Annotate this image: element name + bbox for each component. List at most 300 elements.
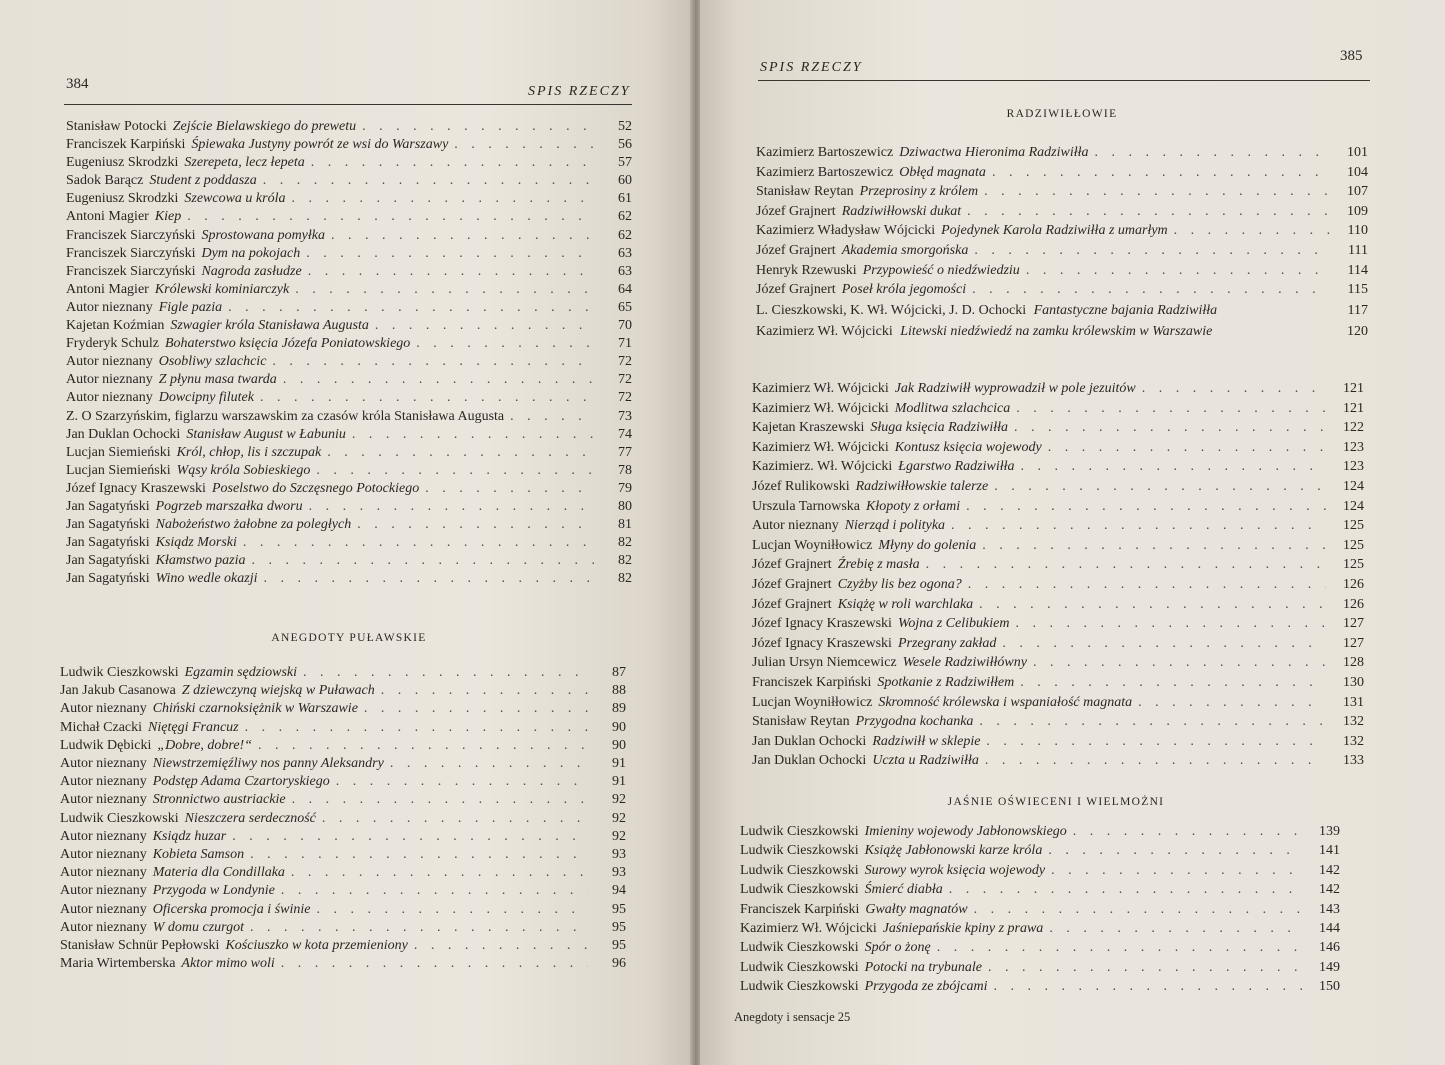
dot-leader xyxy=(1142,379,1326,399)
entry-author: Autor nieznany xyxy=(60,701,147,717)
entry-author: Kajetan Kraszewski xyxy=(752,420,865,436)
entry-author: Józef Ignacy Kraszewski xyxy=(752,635,892,651)
toc-entry[interactable] xyxy=(752,693,1364,713)
entry-page: 90 xyxy=(612,719,626,735)
dot-leader xyxy=(425,480,594,498)
toc-entry[interactable] xyxy=(60,791,626,809)
entry-title: Oficerska promocja i świnie xyxy=(152,901,311,917)
entry-author: Autor nieznany xyxy=(60,774,147,790)
entry-author: Autor nieznany xyxy=(66,372,153,388)
toc-entry[interactable] xyxy=(60,810,626,828)
entry-title: Sprostowana pomyłka xyxy=(201,227,326,243)
entry-author: Jan Sagatyński xyxy=(66,517,150,533)
entry-author: Jan Duklan Ochocki xyxy=(66,426,181,442)
toc-entry[interactable] xyxy=(60,828,626,846)
entry-page: 73 xyxy=(618,408,632,424)
dot-leader xyxy=(291,190,594,208)
dot-leader xyxy=(187,208,594,226)
entry-title: Nagroda zasłudze xyxy=(201,263,302,279)
toc-entry[interactable] xyxy=(752,653,1364,673)
toc-entry[interactable] xyxy=(752,477,1364,497)
toc-entry[interactable] xyxy=(66,335,632,353)
toc-entry[interactable] xyxy=(756,261,1368,281)
toc-entry[interactable] xyxy=(66,552,632,570)
entry-page: 90 xyxy=(612,737,626,753)
entry-page: 110 xyxy=(1347,223,1368,239)
toc-entry[interactable] xyxy=(60,955,626,973)
entry-title: Ksiądz Morski xyxy=(155,535,237,551)
entry-author: Kazimierz Wł. Wójcicki xyxy=(752,400,889,416)
entry-page: 128 xyxy=(1343,655,1364,671)
toc-entry[interactable] xyxy=(752,399,1364,419)
toc-entry[interactable] xyxy=(740,977,1340,996)
dot-leader xyxy=(1026,261,1330,281)
entry-author: Kajetan Koźmian xyxy=(66,318,165,334)
entry-page: 95 xyxy=(612,938,626,954)
entry-author: Fryderyk Schulz xyxy=(66,336,159,352)
entry-page: 78 xyxy=(618,462,632,478)
entry-page: 150 xyxy=(1319,979,1340,995)
entry-author: Lucjan Woyniłłowicz xyxy=(752,694,873,710)
entry-author: Józef Ignacy Kraszewski xyxy=(66,480,206,496)
toc-entry[interactable] xyxy=(60,882,626,900)
dot-leader xyxy=(250,846,588,864)
toc-entry[interactable] xyxy=(740,919,1340,938)
entry-title: Potocki na trybunale xyxy=(864,959,983,975)
entry-title: Książę w roli warchlaka xyxy=(837,596,974,612)
entry-page: 74 xyxy=(618,426,632,442)
entry-page: 146 xyxy=(1319,940,1340,956)
entry-page: 141 xyxy=(1319,843,1340,859)
entry-author: Autor nieznany xyxy=(60,792,147,808)
entry-author: Ludwik Cieszkowski xyxy=(740,824,859,839)
toc-entry[interactable] xyxy=(66,353,632,371)
toc-entry[interactable] xyxy=(740,880,1340,899)
toc-entry[interactable] xyxy=(60,901,626,919)
dot-leader xyxy=(375,317,594,335)
entry-title: Chiński czarnoksiężnik w Warszawie xyxy=(152,701,358,717)
entry-title: Akademia smorgońska xyxy=(841,242,969,258)
toc-entry[interactable] xyxy=(60,937,626,955)
entry-title: Radziwiłłowskie talerze xyxy=(855,478,989,494)
entry-author: Jan Duklan Ochocki xyxy=(752,753,867,769)
toc-entry[interactable] xyxy=(66,281,632,299)
toc-entry[interactable] xyxy=(66,534,632,552)
toc-entry[interactable] xyxy=(66,299,632,317)
entry-author: Franciszek Siarczyński xyxy=(66,263,196,279)
entry-page: 132 xyxy=(1343,714,1364,730)
entry-author: Urszula Tarnowska xyxy=(752,498,861,514)
dot-leader xyxy=(291,864,588,882)
toc-entry[interactable] xyxy=(752,457,1364,477)
entry-title: Figle pazia xyxy=(158,299,223,315)
entry-page: 126 xyxy=(1343,576,1364,592)
dot-leader xyxy=(984,182,1330,202)
toc-entry[interactable] xyxy=(752,595,1364,615)
section-heading-jasnie: JAŚNIE OŚWIECENI I WIELMOŻNI xyxy=(947,796,1165,808)
toc-entry[interactable] xyxy=(66,426,632,444)
toc-entry[interactable] xyxy=(60,846,626,864)
toc-entry[interactable] xyxy=(752,497,1364,517)
entry-title: Skromność królewska i wspaniałość magnata xyxy=(878,694,1133,710)
toc-entry[interactable] xyxy=(66,389,632,407)
toc-entry[interactable] xyxy=(66,245,632,263)
entry-title: Źrebię z masła xyxy=(837,557,920,573)
left-toc-list xyxy=(66,118,632,588)
entry-author: Autor nieznany xyxy=(60,847,147,863)
dot-leader xyxy=(986,732,1326,752)
toc-entry[interactable] xyxy=(756,221,1368,241)
entry-title: Przypowieść o niedźwiedziu xyxy=(862,262,1020,278)
entry-author: Franciszek Karpiński xyxy=(752,674,872,690)
right-header-rule xyxy=(758,80,1370,81)
dot-leader xyxy=(1051,861,1302,880)
toc-entry[interactable] xyxy=(66,462,632,480)
entry-page: 107 xyxy=(1347,184,1368,200)
entry-page: 115 xyxy=(1347,282,1368,298)
entry-author: Autor nieznany xyxy=(60,865,147,881)
dot-leader xyxy=(303,664,588,682)
toc-entry[interactable] xyxy=(66,570,632,588)
entry-page: 52 xyxy=(618,119,632,134)
toc-entry[interactable] xyxy=(66,172,632,190)
entry-page: 132 xyxy=(1343,733,1364,749)
toc-entry[interactable] xyxy=(66,190,632,208)
entry-author: Jan Duklan Ochocki xyxy=(752,733,867,749)
toc-entry[interactable] xyxy=(752,536,1364,556)
entry-author: Henryk Rzewuski xyxy=(756,262,857,278)
entry-page: 123 xyxy=(1343,459,1364,475)
toc-entry[interactable] xyxy=(66,263,632,281)
dot-leader xyxy=(1048,841,1302,860)
toc-entry[interactable] xyxy=(66,118,632,136)
toc-entry[interactable] xyxy=(756,280,1368,300)
entry-page: 62 xyxy=(618,227,632,243)
dot-leader xyxy=(316,462,594,480)
toc-entry[interactable] xyxy=(756,241,1368,261)
toc-entry[interactable] xyxy=(752,555,1364,575)
entry-title: Obłęd magnata xyxy=(899,164,986,180)
entry-title: Jaśniepańskie kpiny z prawa xyxy=(882,921,1044,937)
entry-title: Stanisław August w Łabuniu xyxy=(186,426,346,442)
toc-entry[interactable] xyxy=(756,143,1368,163)
entry-page: 91 xyxy=(612,774,626,790)
dot-leader xyxy=(510,408,594,426)
entry-page: 87 xyxy=(612,665,626,680)
right-running-head: SPIS RZECZY xyxy=(760,60,863,75)
entry-page: 82 xyxy=(618,535,632,551)
entry-title: Wesele Radziwiłłówny xyxy=(902,655,1027,671)
entry-title: Król, chłop, lis i szczupak xyxy=(176,444,322,460)
dot-leader xyxy=(967,202,1330,222)
dot-leader xyxy=(1002,634,1326,654)
entry-author: Michał Czacki xyxy=(60,719,143,735)
entry-page: 80 xyxy=(618,498,632,514)
toc-entry[interactable] xyxy=(752,673,1364,693)
toc-entry[interactable] xyxy=(756,301,1368,320)
entry-author: Kazimierz Wł. Wójcicki xyxy=(756,324,893,339)
entry-title: Podstęp Adama Czartoryskiego xyxy=(152,774,330,790)
toc-entry[interactable] xyxy=(60,737,626,755)
entry-author: Franciszek Karpiński xyxy=(66,137,186,153)
entry-author: Lucjan Siemieński xyxy=(66,462,171,478)
toc-entry[interactable] xyxy=(752,575,1364,595)
entry-author: Autor nieznany xyxy=(60,756,147,772)
entry-page: 82 xyxy=(618,571,632,587)
entry-title: Niewstrzemięźliwy nos panny Aleksandry xyxy=(152,756,384,772)
toc-entry[interactable] xyxy=(66,444,632,462)
entry-author: Autor nieznany xyxy=(60,919,147,935)
entry-page: 57 xyxy=(618,155,632,171)
entry-author: Antoni Magier xyxy=(66,209,149,225)
toc-entry[interactable] xyxy=(756,163,1368,183)
toc-entry[interactable] xyxy=(752,614,1364,634)
dot-leader xyxy=(295,281,594,299)
entry-title: Szwagier króla Stanisława Augusta xyxy=(170,318,369,334)
entry-page: 111 xyxy=(1348,242,1368,258)
toc-entry[interactable] xyxy=(752,712,1364,732)
entry-author: Stanisław Potocki xyxy=(66,119,167,134)
toc-entry[interactable] xyxy=(66,208,632,226)
dot-leader xyxy=(232,828,588,846)
entry-title: Przeprosiny z królem xyxy=(859,184,979,200)
entry-author: Julian Ursyn Niemcewicz xyxy=(752,655,897,671)
dot-leader xyxy=(308,263,594,281)
dot-leader xyxy=(264,570,595,588)
entry-author: Autor nieznany xyxy=(60,828,147,844)
dot-leader xyxy=(322,810,588,828)
toc-entry[interactable] xyxy=(66,136,632,154)
entry-title: Łgarstwo Radziwiłła xyxy=(898,459,1015,475)
toc-entry[interactable] xyxy=(740,938,1340,957)
entry-page: 63 xyxy=(618,245,632,261)
entry-page: 133 xyxy=(1343,753,1364,769)
entry-author: Jan Sagatyński xyxy=(66,571,150,587)
entry-page: 124 xyxy=(1343,498,1364,514)
toc-entry[interactable] xyxy=(740,841,1340,860)
entry-title: Przygoda w Londynie xyxy=(152,883,275,899)
toc-entry[interactable] xyxy=(752,732,1364,752)
toc-entry[interactable] xyxy=(66,480,632,498)
dot-leader xyxy=(260,389,594,407)
entry-author: Franciszek Siarczyński xyxy=(66,245,196,261)
entry-title: Aktor mimo woli xyxy=(181,956,275,972)
toc-entry[interactable] xyxy=(60,664,626,682)
entry-page: 61 xyxy=(618,191,632,207)
dot-leader xyxy=(926,555,1326,575)
right-page-number: 385 xyxy=(1340,48,1363,64)
dot-leader xyxy=(251,552,594,570)
entry-title: Zejście Bielawskiego do prewetu xyxy=(172,119,357,134)
right-page xyxy=(700,0,1445,1065)
dot-leader xyxy=(1138,693,1326,713)
dot-leader xyxy=(974,900,1302,919)
entry-author: Stanisław Schnür Pepłowski xyxy=(60,938,220,954)
entry-title: W domu czurgot xyxy=(152,919,244,935)
dot-leader xyxy=(454,136,594,154)
entry-page: 92 xyxy=(612,810,626,826)
dot-leader xyxy=(994,977,1303,996)
toc-entry[interactable] xyxy=(60,682,626,700)
dot-leader xyxy=(263,172,594,190)
dot-leader xyxy=(292,791,588,809)
entry-title: Królewski kominiarczyk xyxy=(154,281,290,297)
entry-author: Kazimierz. Wł. Wójcicki xyxy=(752,459,893,475)
dot-leader xyxy=(390,755,588,773)
entry-author: Jan Jakub Casanowa xyxy=(60,683,176,699)
toc-entry[interactable] xyxy=(66,317,632,335)
entry-author: Antoni Magier xyxy=(66,281,149,297)
entry-title: Szewcowa u króla xyxy=(184,191,286,207)
entry-title: Dziwactwa Hieronima Radziwiłła xyxy=(899,145,1089,160)
entry-title: Surowy wyrok księcia wojewody xyxy=(864,862,1046,878)
entry-author: Sadok Barącz xyxy=(66,173,144,189)
toc-entry[interactable] xyxy=(60,773,626,791)
left-page-number: 384 xyxy=(66,76,89,92)
entry-title: Młyny do golenia xyxy=(878,537,977,553)
toc-entry[interactable] xyxy=(752,634,1364,654)
entry-page: 81 xyxy=(618,517,632,533)
entry-page: 72 xyxy=(618,354,632,370)
dot-leader xyxy=(243,534,594,552)
dot-leader xyxy=(281,955,588,973)
dot-leader xyxy=(272,353,594,371)
entry-title: Sługa księcia Radziwiłła xyxy=(870,420,1008,436)
toc-entry[interactable] xyxy=(66,154,632,172)
entry-title: Kiep xyxy=(154,209,182,225)
entry-title: Uczta u Radziwiłła xyxy=(872,753,979,769)
entry-title: Radziwiłł w sklepie xyxy=(872,733,981,749)
toc-entry[interactable] xyxy=(740,958,1340,977)
entry-title: Nieszczera serdeczność xyxy=(184,810,316,826)
toc-entry[interactable] xyxy=(756,322,1368,341)
dot-leader xyxy=(972,280,1330,300)
toc-entry[interactable] xyxy=(740,900,1340,919)
toc-entry[interactable] xyxy=(60,700,626,718)
dot-leader xyxy=(937,938,1302,957)
entry-author: Józef Grajnert xyxy=(756,203,836,219)
entry-author: Józef Rulikowski xyxy=(752,478,850,494)
entry-author: Jan Sagatyński xyxy=(66,535,150,551)
entry-author: Józef Grajnert xyxy=(752,596,832,612)
entry-page: 70 xyxy=(618,318,632,334)
toc-entry[interactable] xyxy=(60,864,626,882)
dot-leader xyxy=(1033,653,1326,673)
dot-leader xyxy=(309,498,594,516)
entry-page: 131 xyxy=(1343,694,1364,710)
entry-title: Książę Jabłonowski karze króla xyxy=(864,843,1043,859)
left-page xyxy=(0,0,692,1065)
entry-page: 121 xyxy=(1343,381,1364,396)
entry-page: 96 xyxy=(612,956,626,972)
section-heading-pulawskie: ANEGDOTY PUŁAWSKIE xyxy=(271,632,427,644)
toc-entry[interactable] xyxy=(60,719,626,737)
toc-entry[interactable] xyxy=(752,379,1364,399)
entry-title: Poseł króla jegomości xyxy=(841,282,967,298)
entry-author: Kazimierz Władysław Wójcicki xyxy=(756,223,936,239)
entry-title: Nabożeństwo żałobne za poległych xyxy=(155,517,352,533)
entry-author: Stanisław Reytan xyxy=(752,714,850,730)
dot-leader xyxy=(364,700,588,718)
entry-author: Ludwik Cieszkowski xyxy=(740,882,859,898)
toc-entry[interactable] xyxy=(752,418,1364,438)
right-toc-wrapped xyxy=(756,301,1368,341)
entry-author: Z. O Szarzyńskim, figlarzu warszawskim za czasów króla Stanisława Augusta xyxy=(66,408,505,424)
toc-entry[interactable] xyxy=(756,202,1368,222)
toc-entry[interactable] xyxy=(740,822,1340,841)
entry-title: Gwałty magnatów xyxy=(865,901,968,917)
entry-title: Bohaterstwo księcia Józefa Poniatowskiego xyxy=(164,336,411,352)
toc-entry[interactable] xyxy=(66,516,632,534)
entry-page: 94 xyxy=(612,883,626,899)
entry-page: 88 xyxy=(612,683,626,699)
entry-author: Kazimierz Bartoszewicz xyxy=(756,145,894,160)
toc-entry[interactable] xyxy=(752,516,1364,536)
toc-entry[interactable] xyxy=(740,861,1340,880)
toc-entry[interactable] xyxy=(66,371,632,389)
dot-leader xyxy=(327,444,594,462)
toc-entry[interactable] xyxy=(66,408,632,426)
entry-title: Śmierć diabła xyxy=(864,882,943,898)
entry-author: Autor nieznany xyxy=(66,390,153,406)
left-running-head: SPIS RZECZY xyxy=(528,84,631,99)
dot-leader xyxy=(992,163,1330,183)
entry-page: 64 xyxy=(618,281,632,297)
toc-entry[interactable] xyxy=(66,498,632,516)
entry-page: 144 xyxy=(1319,921,1340,937)
entry-title: Kościuszko w kota przemieniony xyxy=(225,938,408,954)
toc-entry[interactable] xyxy=(60,919,626,937)
entry-author: Kazimierz Wł. Wójcicki xyxy=(740,921,877,937)
entry-author: Maria Wirtemberska xyxy=(60,956,176,972)
dot-leader xyxy=(966,497,1326,517)
dot-leader xyxy=(306,245,594,263)
entry-author: Józef Grajnert xyxy=(752,576,832,592)
entry-title: Z płynu masa twarda xyxy=(158,372,277,388)
entry-page: 117 xyxy=(1347,303,1368,318)
entry-author: Jan Sagatyński xyxy=(66,553,150,569)
toc-entry[interactable] xyxy=(752,438,1364,458)
entry-page: 139 xyxy=(1319,824,1340,839)
entry-author: Józef Grajnert xyxy=(756,282,836,298)
toc-entry[interactable] xyxy=(752,751,1364,771)
entry-page: 121 xyxy=(1343,400,1364,416)
entry-author: Autor nieznany xyxy=(60,883,147,899)
entry-page: 142 xyxy=(1319,862,1340,878)
entry-title: Wąsy króla Sobieskiego xyxy=(176,462,311,478)
dot-leader xyxy=(416,335,594,353)
entry-title: Modlitwa szlachcica xyxy=(894,400,1011,416)
toc-entry[interactable] xyxy=(66,227,632,245)
toc-entry[interactable] xyxy=(60,755,626,773)
toc-entry[interactable] xyxy=(756,182,1368,202)
entry-title: Pojedynek Karola Radziwiłła z umarłym xyxy=(941,223,1168,239)
entry-title: Osobliwy szlachcic xyxy=(158,354,267,370)
entry-title: Poselstwo do Szczęsnego Potockiego xyxy=(211,480,420,496)
entry-author: Eugeniusz Skrodzki xyxy=(66,155,179,171)
entry-title: Materia dla Condillaka xyxy=(152,865,285,881)
dot-leader xyxy=(258,737,588,755)
entry-page: 142 xyxy=(1319,882,1340,898)
entry-page: 95 xyxy=(612,901,626,917)
entry-title: Szerepeta, lecz łepeta xyxy=(184,155,305,171)
right-toc-list-2 xyxy=(752,379,1364,771)
entry-page: 93 xyxy=(612,865,626,881)
entry-title: Z dziewczyną wiejską w Puławach xyxy=(181,683,375,699)
entry-page: 130 xyxy=(1343,674,1364,690)
entry-page: 127 xyxy=(1343,635,1364,651)
dot-leader xyxy=(336,773,588,791)
